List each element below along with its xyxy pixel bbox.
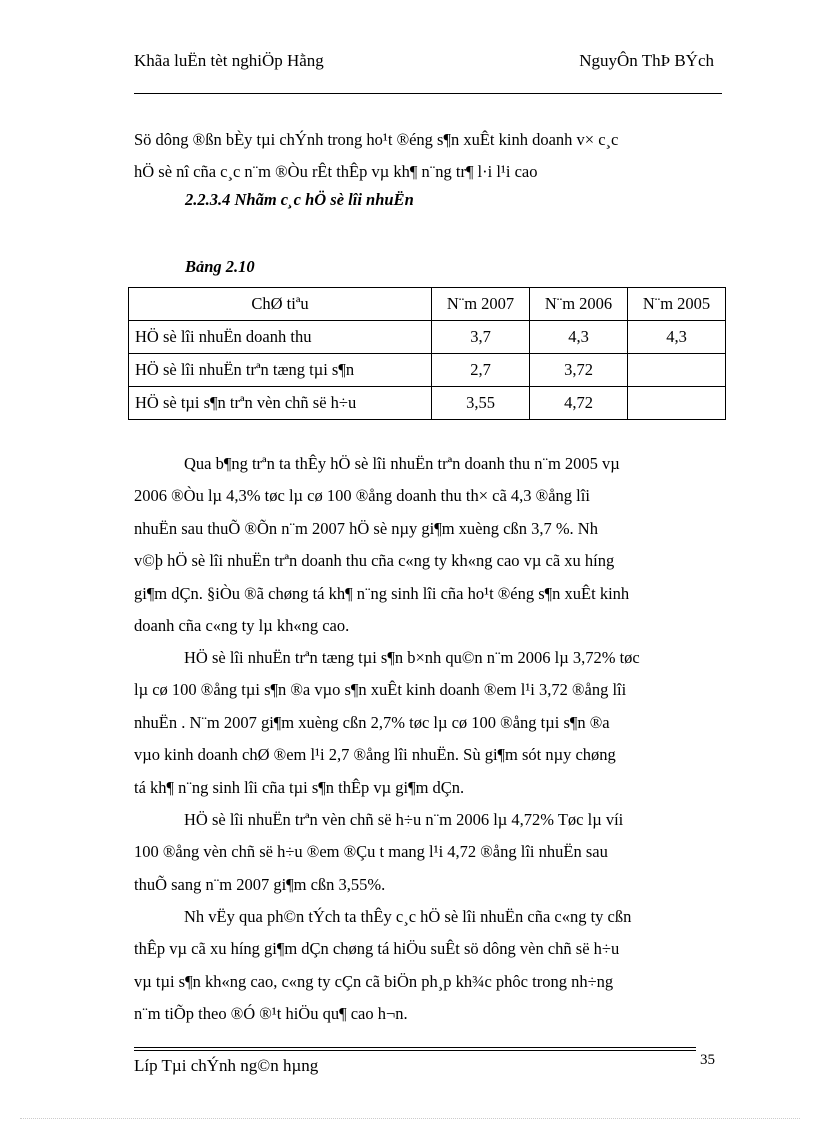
text-line: Qua b¶ng trªn ta thÊy hÖ sè lîi nhuËn trªn doanh thu n¨m 2005 vµ — [184, 454, 620, 473]
text-line: thuÕ sang n¨m 2007 gi¶m cßn 3,55%. — [134, 874, 386, 894]
body-paragraph — [134, 901, 722, 1031]
footer-divider — [134, 1050, 696, 1051]
table-title: Bảng 2.10 — [185, 257, 255, 276]
page-bottom-dotted-border — [20, 1118, 800, 1119]
text-line: vµo kinh doanh chØ ®em l¹i 2,7 ®ång lîi nhuËn. Sù gi¶m sót nµy chøng — [134, 745, 616, 765]
body-paragraph — [134, 804, 722, 901]
table-header-cell: N¨m 2006 — [530, 288, 628, 321]
text-line: vµ tµi s¶n kh«ng cao, c«ng ty cÇn cã biÖn ph¸p kh¾c phôc trong nh÷ng — [134, 971, 614, 991]
table-cell: 4,72 — [530, 387, 628, 420]
body-paragraph — [134, 642, 722, 804]
table-cell: HÖ sè lîi nhuËn doanh thu — [129, 321, 432, 354]
text-line: doanh cña c«ng ty lµ kh«ng cao. — [134, 616, 350, 636]
text-line: 2006 ®Òu lµ 4,3% tøc lµ cø 100 ®ång doanh thu th× cã 4,3 ®ång lîi — [134, 486, 590, 506]
header-left-text: Khãa luËn tèt nghiÖp Hằng — [134, 51, 324, 70]
section-title: 2.2.3.4 Nhãm c¸c hÖ sè lîi nhuËn — [185, 190, 414, 209]
text-line: HÖ sè lîi nhuËn trªn vèn chñ së h÷u n¨m 2006 lµ 4,72% Tøc lµ víi — [184, 810, 624, 829]
page-number: 35 — [700, 1052, 715, 1068]
table-cell: HÖ sè lîi nhuËn trªn tæng tµi s¶n — [129, 354, 432, 387]
table-cell: 3,72 — [530, 354, 628, 387]
table-cell: 4,3 — [530, 321, 628, 354]
text-line: 100 ®ång vèn chñ së h÷u ®em ®Çu t mang l¹i 4,72 ®ång lîi nhuËn sau — [134, 842, 608, 862]
text-line: nhuËn . N¨m 2007 gi¶m xuèng cßn 2,7% tøc lµ cø 100 ®ång tµi s¶n ®a — [134, 712, 610, 732]
text-line: nhuËn sau thuÕ ®Õn n¨m 2007 hÖ sè nµy gi¶m xuèng cßn 3,7 %. Nh — [134, 518, 598, 538]
table-cell: 3,7 — [432, 321, 530, 354]
text-line: Nh vËy qua ph©n tÝch ta thÊy c¸c hÖ sè lîi nhuËn cña c«ng ty cßn — [184, 907, 632, 926]
table-cell — [628, 387, 726, 420]
table-cell: 2,7 — [432, 354, 530, 387]
text-line: Sö dông ®ßn bÈy tµi chÝnh trong ho¹t ®éng s¶n xuÊt kinh doanh v× c¸c — [134, 130, 619, 149]
text-line: lµ cø 100 ®ång tµi s¶n ®a vµo s¶n xuÊt kinh doanh ®em l¹i 3,72 ®ång lîi — [134, 680, 627, 700]
financial-ratios-table — [128, 287, 726, 420]
intro-paragraph — [134, 124, 722, 189]
table-row — [129, 387, 726, 420]
table-row — [129, 321, 726, 354]
footer-divider — [134, 1047, 696, 1048]
footer-text: Líp Tµi chÝnh ng©n hµng — [134, 1056, 319, 1075]
text-line: gi¶m dÇn. §iÒu ®ã chøng tá kh¶ n¨ng sinh lîi cña ho¹t ®éng s¶n xuÊt kinh — [134, 583, 630, 603]
header-divider — [134, 93, 722, 94]
table-cell: 3,55 — [432, 387, 530, 420]
text-line: thÊp vµ cã xu híng gi¶m dÇn chøng tá hiÖu suÊt sö dông vèn chñ së h÷u — [134, 939, 620, 959]
table-header-cell: N¨m 2007 — [432, 288, 530, 321]
text-line: n¨m tiÕp theo ®Ó ®¹t hiÖu qu¶ cao h¬n. — [134, 1004, 408, 1024]
table-cell — [628, 354, 726, 387]
text-line: hÖ sè nî cña c¸c n¨m ®Òu rÊt thÊp vµ kh¶ n¨ng tr¶ l·i l¹i cao — [134, 162, 538, 182]
table-header-cell: N¨m 2005 — [628, 288, 726, 321]
table-row — [129, 354, 726, 387]
table-header-row — [129, 288, 726, 321]
table-cell: HÖ sè tµi s¶n trªn vèn chñ së h÷u — [129, 387, 432, 420]
text-line: HÖ sè lîi nhuËn trªn tæng tµi s¶n b×nh qu©n n¨m 2006 lµ 3,72% tøc — [184, 648, 640, 667]
table-header-cell: ChØ tiªu — [129, 288, 432, 321]
text-line: tá kh¶ n¨ng sinh lîi cña tµi s¶n thÊp vµ gi¶m dÇn. — [134, 777, 465, 797]
text-line: v©þ hÖ sè lîi nhuËn trªn doanh thu cña c«ng ty kh«ng cao vµ cã xu híng — [134, 551, 615, 571]
table-cell: 4,3 — [628, 321, 726, 354]
header-right-text: NguyÔn ThÞ BÝch — [579, 51, 714, 70]
body-paragraph — [134, 448, 722, 642]
